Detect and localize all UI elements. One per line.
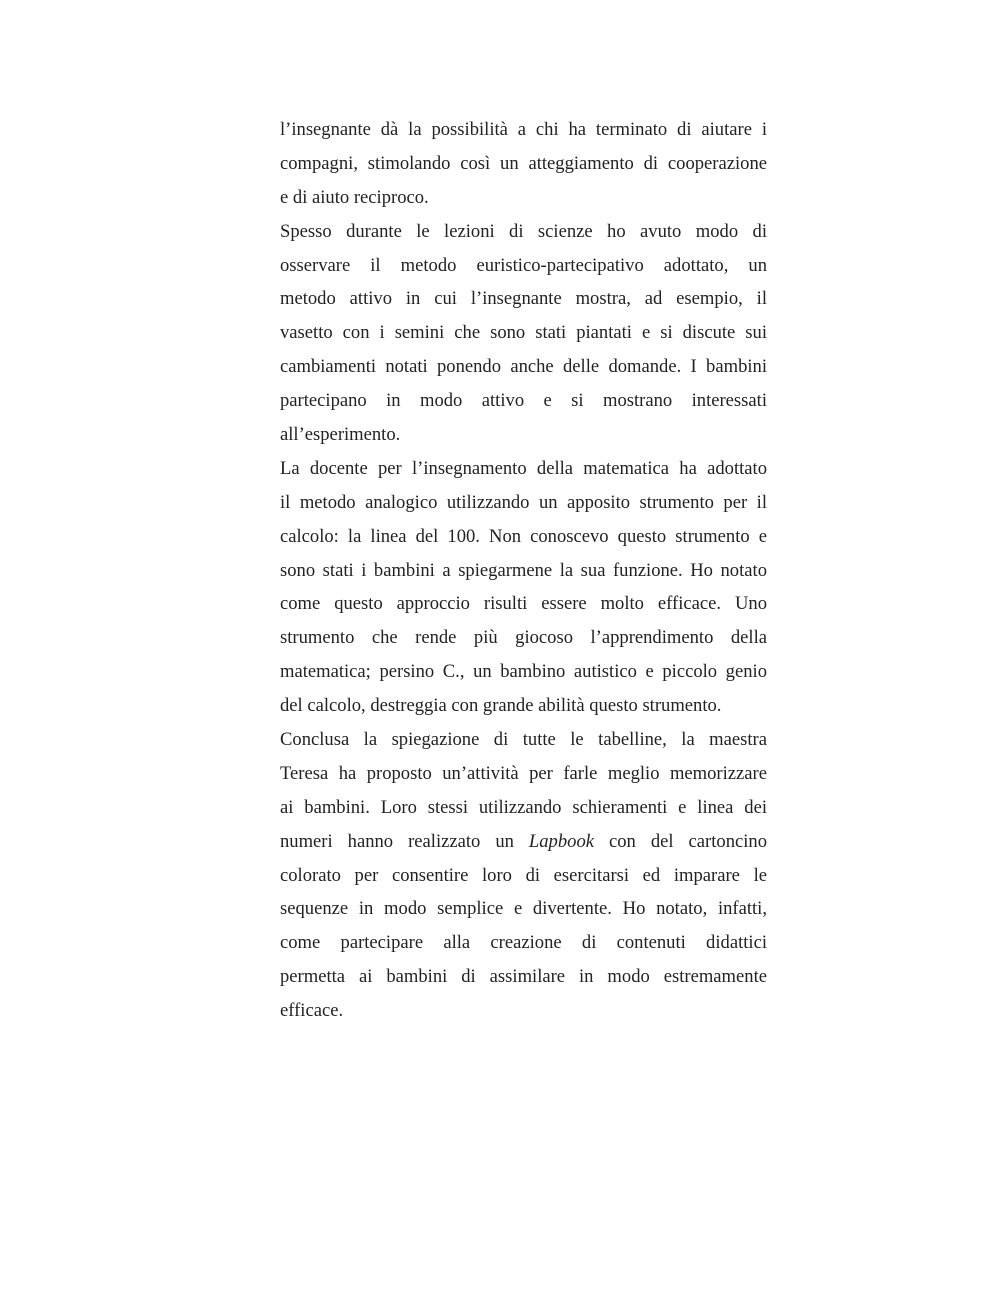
line-text: con del cartoncino xyxy=(594,830,768,852)
line-text: efficace. xyxy=(280,1000,344,1022)
line-text: calcolo: la linea del 100. Non conoscevo questo strumento e xyxy=(280,525,767,547)
text-line xyxy=(280,655,767,689)
text-line xyxy=(280,418,767,452)
line-text: come partecipare alla creazione di contenuti didattici xyxy=(280,932,767,954)
text-line xyxy=(280,452,767,486)
paragraph xyxy=(280,215,767,452)
line-text: colorato per consentire loro di esercitarsi ed imparare le xyxy=(280,864,767,886)
line-text: partecipano in modo attivo e si mostrano interessati xyxy=(280,390,767,412)
text-line xyxy=(280,791,767,825)
text-line xyxy=(280,147,767,181)
line-text: numeri hanno realizzato un xyxy=(280,830,529,852)
text-line xyxy=(280,249,767,283)
text-line xyxy=(280,994,767,1028)
text-line xyxy=(280,316,767,350)
italic-term: Lapbook xyxy=(528,830,594,852)
text-line xyxy=(280,587,767,621)
text-line xyxy=(280,960,767,994)
text-line xyxy=(280,282,767,316)
line-text: sono stati i bambini a spiegarmene la sua funzione. Ho notato xyxy=(280,559,767,581)
line-text: strumento che rende più giocoso l’apprendimento della xyxy=(280,627,767,649)
text-line xyxy=(280,757,767,791)
line-text: matematica; persino C., un bambino autistico e piccolo genio xyxy=(280,661,767,683)
line-text: permetta ai bambini di assimilare in modo estremamente xyxy=(280,966,767,988)
line-text: osservare il metodo euristico-partecipativo adottato, un xyxy=(280,254,767,276)
line-text: ai bambini. Loro stessi utilizzando schieramenti e linea dei xyxy=(280,796,767,818)
line-text: La docente per l’insegnamento della matematica ha adottato xyxy=(280,457,767,479)
line-text: Teresa ha proposto un’attività per farle meglio memorizzare xyxy=(280,762,767,784)
text-line xyxy=(280,350,767,384)
line-text: cambiamenti notati ponendo anche delle domande. I bambini xyxy=(280,356,767,378)
line-text: metodo attivo in cui l’insegnante mostra, ad esempio, il xyxy=(280,288,767,310)
text-line xyxy=(280,486,767,520)
line-text: il metodo analogico utilizzando un apposito strumento per il xyxy=(280,491,767,513)
line-text: vasetto con i semini che sono stati piantati e si discute sui xyxy=(280,322,767,344)
text-line xyxy=(280,825,767,859)
text-line xyxy=(280,926,767,960)
line-text: Spesso durante le lezioni di scienze ho avuto modo di xyxy=(280,220,767,242)
text-line xyxy=(280,689,767,723)
line-text: all’esperimento. xyxy=(280,424,401,446)
text-line xyxy=(280,113,767,147)
paragraph xyxy=(280,723,767,1028)
line-text: sequenze in modo semplice e divertente. Ho notato, infatti, xyxy=(280,898,767,920)
text-line xyxy=(280,621,767,655)
line-text: Conclusa la spiegazione di tutte le tabelline, la maestra xyxy=(280,729,767,751)
text-line xyxy=(280,181,767,215)
line-text: e di aiuto reciproco. xyxy=(280,186,429,208)
text-line xyxy=(280,215,767,249)
text-line xyxy=(280,384,767,418)
text-line xyxy=(280,554,767,588)
paragraph xyxy=(280,113,767,215)
text-line xyxy=(280,859,767,893)
text-line xyxy=(280,723,767,757)
line-text: del calcolo, destreggia con grande abilità questo strumento. xyxy=(280,695,722,717)
line-text: come questo approccio risulti essere molto efficace. Uno xyxy=(280,593,767,615)
text-line xyxy=(280,520,767,554)
body-text xyxy=(280,113,767,1028)
paragraph xyxy=(280,452,767,723)
line-text: compagni, stimolando così un atteggiamento di cooperazione xyxy=(280,152,767,174)
text-line xyxy=(280,892,767,926)
line-text: l’insegnante dà la possibilità a chi ha terminato di aiutare i xyxy=(280,119,767,140)
